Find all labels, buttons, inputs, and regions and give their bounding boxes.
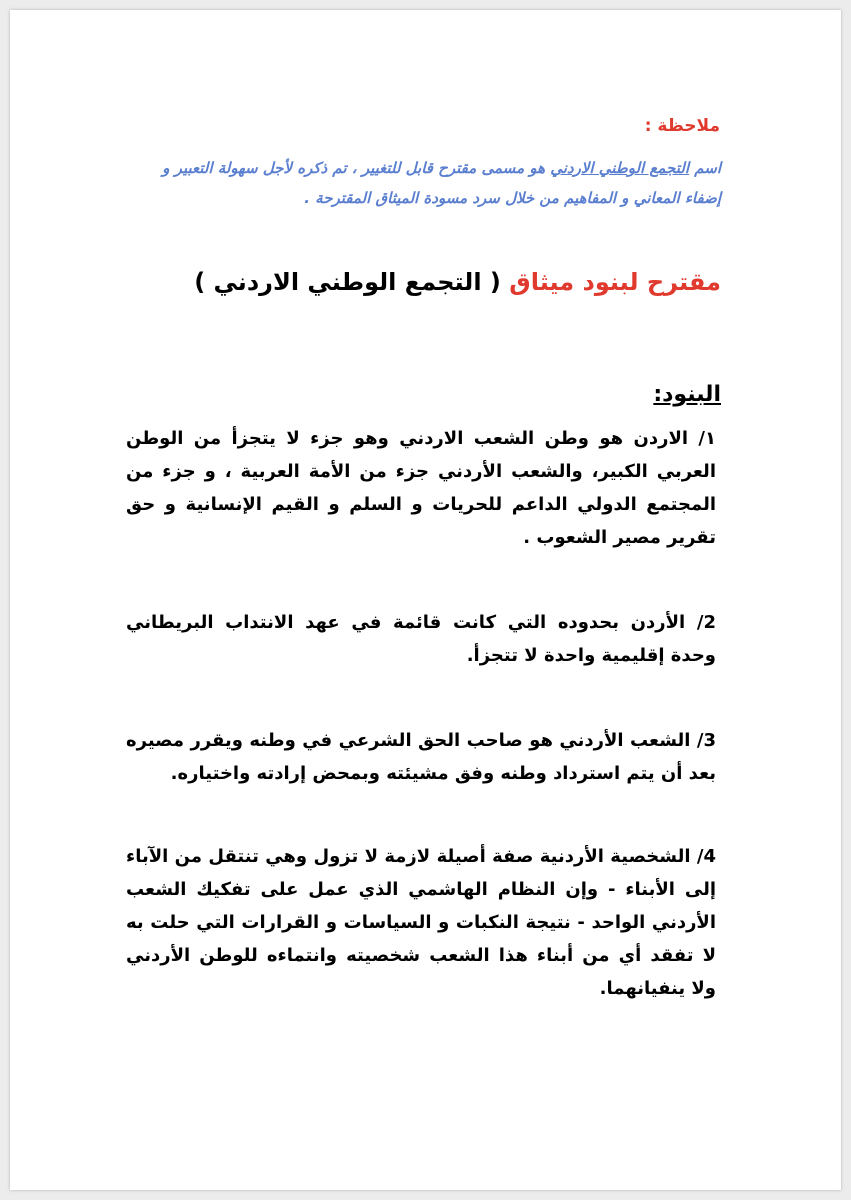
clause-1: ١/ الاردن هو وطن الشعب الاردني وهو جزء لا يتجزأ من الوطن العربي الكبير، والشعب الأردني جزء من الأمة العربية ، و جزء من المجتمع الدولي الداعم للحريات و السلم و القيم الإنسانية و حق تقرير مصير الشعوب . bbox=[126, 428, 716, 548]
note-label: ملاحظة : bbox=[644, 116, 720, 136]
page-title bbox=[121, 268, 721, 296]
section-heading: البنود: bbox=[653, 382, 721, 407]
title-red-part: مقترح لبنود ميثاق bbox=[509, 268, 721, 296]
note-text-part2: هو مسمى مقترح قابل للتغيير ، تم ذكره لأجل سهولة التعبير و إضفاء المعاني و المفاهيم من خلال سرد مسودة الميثاق المقترحة . bbox=[162, 159, 721, 207]
note-text-part1: اسم bbox=[689, 159, 721, 177]
clause-3: 3/ الشعب الأردني هو صاحب الحق الشرعي في وطنه ويقرر مصيره بعد أن يتم استرداد وطنه وفق مشيئته وبمحض إرادته واختياره. bbox=[126, 730, 716, 784]
clause-4: 4/ الشخصية الأردنية صفة أصيلة لازمة لا تزول وهي تنتقل من الآباء إلى الأبناء - وإن النظام الهاشمي الذي عمل على تفكيك الشعب الأردني الواحد - نتيجة النكبات و السياسات و القرارات التي حلت به لا تفقد أي من أبناء هذا الشعب شخصيته وانتماءه للوطن الأردني ولا ينفيانهما. bbox=[126, 846, 716, 999]
note-text bbox=[141, 153, 721, 213]
note-underlined-name: التجمع الوطني الاردني bbox=[550, 159, 690, 177]
document-page bbox=[10, 10, 841, 1190]
clause-2: 2/ الأردن بحدوده التي كانت قائمة في عهد الانتداب البريطاني وحدة إقليمية واحدة لا تتجزأ. bbox=[126, 612, 716, 666]
title-black-part: ( التجمع الوطني الاردني ) bbox=[194, 268, 510, 296]
